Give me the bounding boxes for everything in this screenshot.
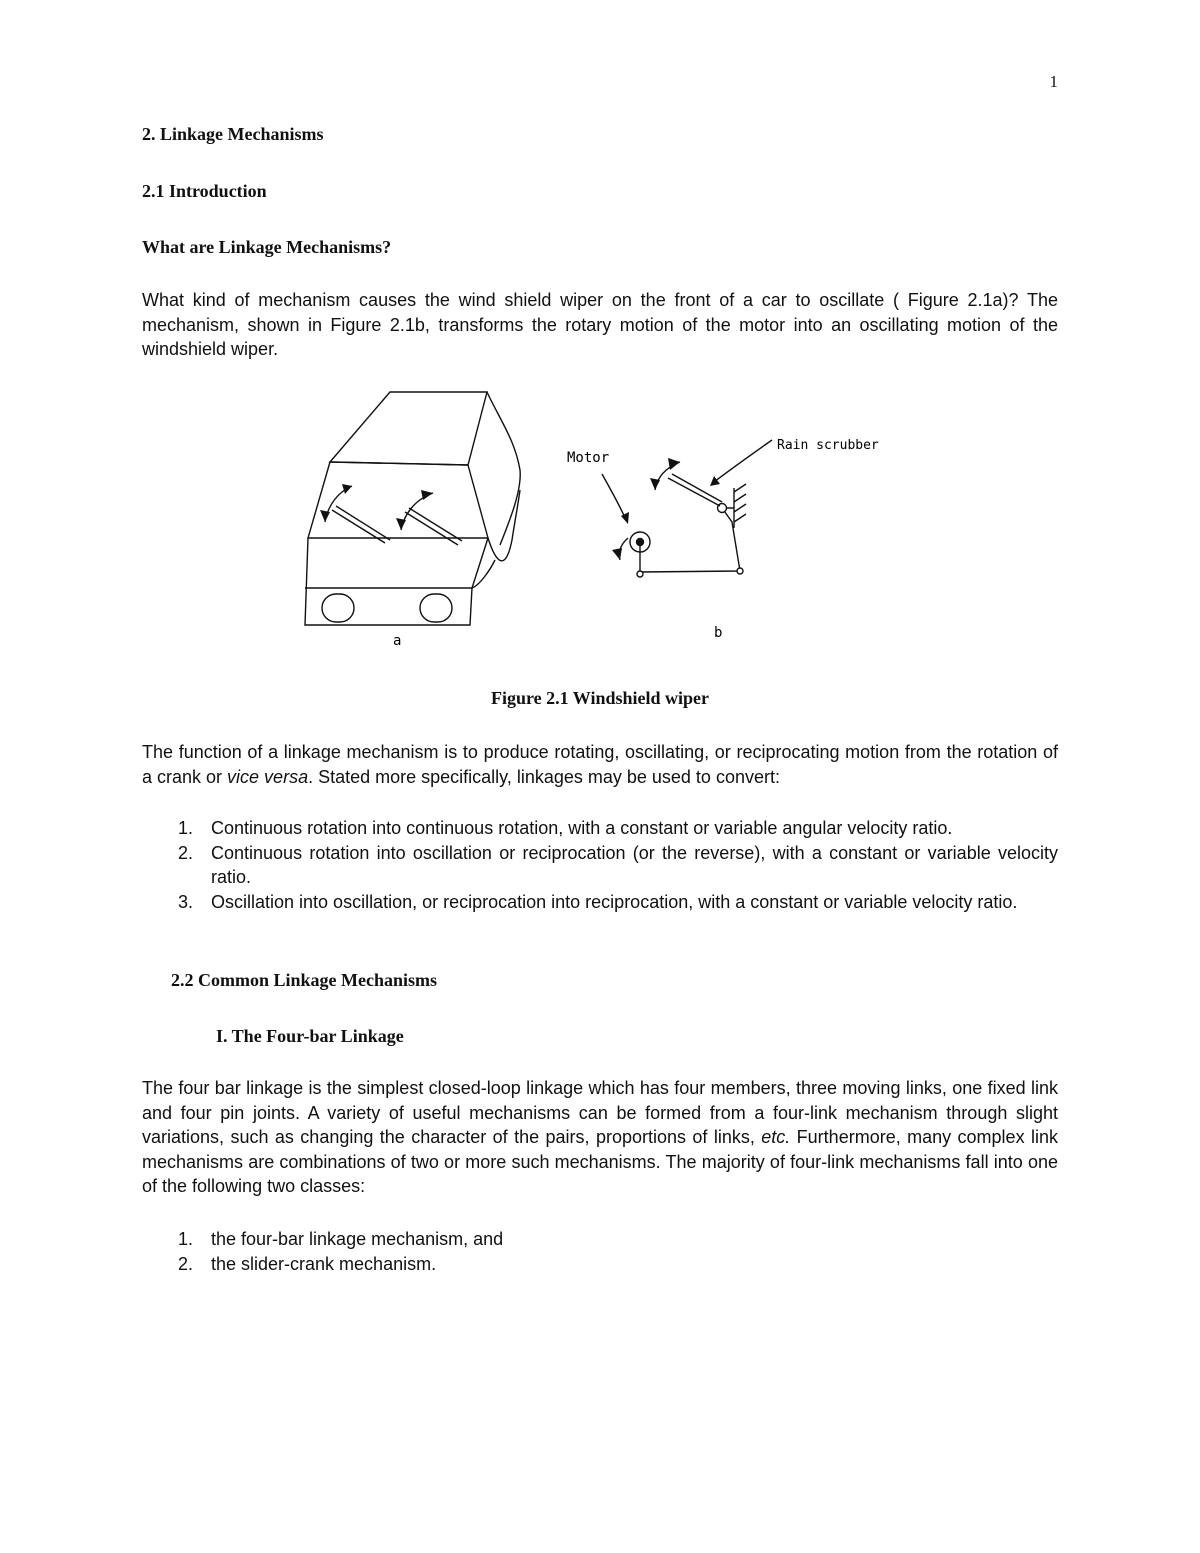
classes-list — [142, 1227, 1058, 1276]
list-item: 2. Continuous rotation into oscillation or reciprocation (or the reverse), with a constant or variable velocity ratio. — [178, 842, 1058, 887]
car-headlight-left — [322, 594, 354, 622]
figure-label-rain-scrubber: Rain scrubber — [777, 438, 879, 453]
function-paragraph: The function of a linkage mechanism is to produce rotating, oscillating, or reciprocating motion from the rotation of a crank or vice versa. Stated more specifically, linkages may be used to convert: — [142, 742, 1058, 787]
convert-list — [142, 816, 1058, 914]
mechanism-drawing — [602, 440, 772, 577]
list-item: 1. Continuous rotation into continuous rotation, with a constant or variable angular velocity ratio. — [178, 818, 953, 838]
car-front — [305, 538, 488, 625]
figure-label-a: a — [393, 633, 402, 649]
section-heading-intro: 2.1 Introduction — [142, 181, 267, 201]
section-heading-common: 2.2 Common Linkage Mechanisms — [171, 970, 438, 990]
question-heading: What are Linkage Mechanisms? — [142, 237, 392, 257]
list-item: 3. Oscillation into oscillation, or reciprocation into reciprocation, with a constant or variable velocity ratio. — [178, 891, 1018, 912]
car-roof — [330, 392, 487, 465]
list-item: 2. the slider-crank mechanism. — [178, 1253, 437, 1274]
windshield-wiper-figure — [0, 0, 1200, 680]
wiper-right — [405, 512, 458, 545]
subsection-heading-fourbar: I. The Four-bar Linkage — [216, 1026, 404, 1046]
list-item: 1. the four-bar linkage mechanism, and — [178, 1229, 504, 1249]
page-number: 1 — [1049, 72, 1058, 91]
linkage-bars — [640, 508, 740, 572]
car-headlight-right — [420, 594, 452, 622]
fourbar-paragraph: The four bar linkage is the simplest closed-loop linkage which has four members, three moving links, one fixed link and four pin joints. A variety of useful mechanisms can be formed from a four-link mechanism through slight variations, such as changing the character of the pairs, proportions of links, etc. Furthermore, many complex link mechanisms are combinations of two or more such mechanisms. The majority of four-link mechanisms fall into one of the following two classes: — [142, 1078, 1058, 1196]
chapter-heading: 2. Linkage Mechanisms — [142, 124, 324, 144]
figure-label-motor: Motor — [567, 450, 610, 466]
figure-label-b: b — [714, 625, 723, 641]
intro-paragraph: What kind of mechanism causes the wind shield wiper on the front of a car to oscillate ( Figure 2.1a)? The mechanism, shown in Figure 2.1b, transforms the rotary motion of the motor into an oscillating motion of the windshield wiper. — [142, 290, 1058, 359]
figure-caption: Figure 2.1 Windshield wiper — [490, 688, 710, 708]
car-drawing — [305, 392, 520, 625]
